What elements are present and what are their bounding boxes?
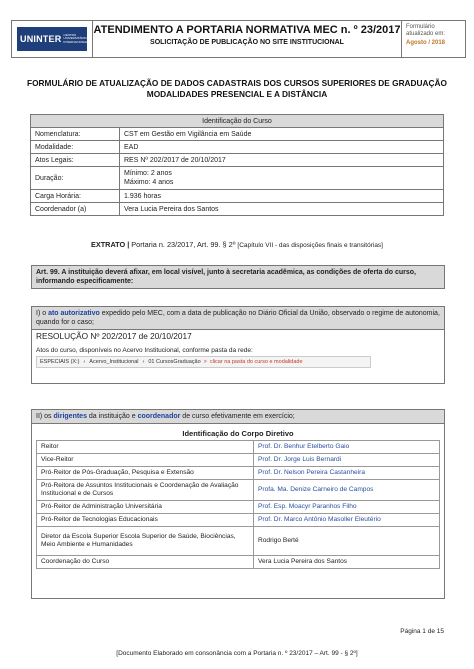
section-act-rest: expedido pelo MEC, com a data de publicação no Diário Oficial da União, observado o regime de autonomia, quando for o caso; xyxy=(36,310,440,326)
name-cell: Prof. Dr. Marco Antônio Masoller Eleutério xyxy=(254,514,440,527)
row-label: Modalidade: xyxy=(31,141,120,154)
course-table-heading: Identificação do Curso xyxy=(31,115,444,128)
table-row xyxy=(31,141,444,154)
table-row xyxy=(31,167,444,190)
row-value: RES Nº 202/2017 de 20/10/2017 xyxy=(120,154,444,167)
section-act-prefix: I) o xyxy=(36,310,49,317)
name-cell: Prof. Dr. Jorge Luis Bernardi xyxy=(254,454,440,467)
table-row xyxy=(37,467,440,480)
table-row xyxy=(31,128,444,141)
course-table xyxy=(30,114,444,216)
role-cell: Coordenação do Curso xyxy=(37,556,254,569)
duration-min: Mínimo: 2 anos xyxy=(124,170,172,177)
role-cell: Pró-Reitora de Assuntos Institucionais e Coordenação de Avaliação Institucional e de Cursos xyxy=(37,480,254,501)
role-cell: Pró-Reitor de Administração Universitária xyxy=(37,501,254,514)
section-directors-heading xyxy=(32,410,444,424)
art99-box xyxy=(31,265,445,289)
page-number: Página 1 de 15 xyxy=(400,628,444,635)
section-directors-rest: de curso efetivamente em exercício; xyxy=(180,413,295,420)
uninter-logo xyxy=(17,27,87,51)
role-cell: Diretor da Escola Superior Escola Superior de Saúde, Biociências, Meio Ambiente e Humanidades xyxy=(37,527,254,556)
logo-subtext: CENTRO UNIVERSITÁRIO INTERNACIONAL xyxy=(63,32,88,44)
table-row xyxy=(31,203,444,216)
footer-note: [Documento Elaborado em consonância com a Portaria n. º 23/2017 – Art. 99 - § 2º] xyxy=(116,650,358,657)
table-row xyxy=(37,480,440,501)
network-path xyxy=(36,356,371,368)
path-segment: Acervo_Institucional xyxy=(89,359,139,365)
section-directors-mid: da instituição e xyxy=(86,413,138,420)
table-row xyxy=(37,441,440,454)
table-row xyxy=(31,154,444,167)
header-subtitle: SOLICITAÇÃO DE PUBLICAÇÃO NO SITE INSTITUCIONAL xyxy=(150,39,344,46)
extrato-label: EXTRATO | xyxy=(90,240,130,249)
row-label: Coordenador (a) xyxy=(31,203,120,216)
directors-table xyxy=(36,440,440,569)
name-cell: Vera Lucia Pereira dos Santos xyxy=(254,556,440,569)
logo-cell xyxy=(12,21,93,57)
header-title: ATENDIMENTO A PORTARIA NORMATIVA MEC n. º 23/2017 xyxy=(93,24,401,36)
row-value xyxy=(120,167,444,190)
art99-text: Art. 99. A instituição deverá afixar, em local visível, junto à secretaria acadêmica, as condições de oferta do curso, informando especificamente: xyxy=(36,269,416,285)
header-update-cell xyxy=(402,21,465,57)
table-row xyxy=(37,514,440,527)
name-cell: Prof. Dr. Nelson Pereira Castanheira xyxy=(254,467,440,480)
row-label: Carga Horária: xyxy=(31,190,120,203)
row-value: Vera Lucia Pereira dos Santos xyxy=(120,203,444,216)
name-cell: Prof. Esp. Moacyr Paranhos Filho xyxy=(254,501,440,514)
name-cell: Profa. Ma. Denize Carneiro de Campos xyxy=(254,480,440,501)
role-cell: Vice-Reitor xyxy=(37,454,254,467)
form-title: FORMULÁRIO DE ATUALIZAÇÃO DE DADOS CADASTRAIS DOS CURSOS SUPERIORES DE GRADUAÇÃO MODALIDADES PRESENCIAL E A DISTÂNCIA xyxy=(27,78,447,99)
table-row xyxy=(31,190,444,203)
logo-text: UNINTER xyxy=(20,34,62,44)
path-note: clicar na pasta do curso e modalidade xyxy=(209,359,303,365)
header-title-cell xyxy=(93,21,402,57)
folder-text: Atos do curso, disponíveis no Acervo Institucional, conforme pasta da rede: xyxy=(36,347,253,354)
role-cell: Pró-Reitor de Tecnologias Educacionais xyxy=(37,514,254,527)
section-directors-prefix: II) os xyxy=(36,413,54,420)
duration-max: Máximo: 4 anos xyxy=(124,179,174,186)
section-act-heading xyxy=(32,307,444,330)
chevron-right-icon: › xyxy=(142,359,145,365)
update-label: Formulário atualizado em: xyxy=(406,24,446,37)
table-row xyxy=(37,556,440,569)
document-header xyxy=(11,20,466,58)
update-date: Agosto / 2018 xyxy=(406,40,446,46)
row-value: EAD xyxy=(120,141,444,154)
table-row xyxy=(37,527,440,556)
resolution-text: RESOLUÇÃO Nº 202/2017 de 20/10/2017 xyxy=(36,331,192,341)
name-cell: Prof. Dr. Benhur Etelberto Gaio xyxy=(254,441,440,454)
directors-bold: dirigentes xyxy=(53,413,87,420)
section-act xyxy=(31,306,445,384)
role-cell: Reitor xyxy=(37,441,254,454)
section-act-bold: ato autorizativo xyxy=(48,310,100,317)
path-segment: ESPECIAIS (X:) xyxy=(40,359,80,365)
row-label: Atos Legais: xyxy=(31,154,120,167)
path-segment: 01 CursosGraduação xyxy=(148,359,201,365)
chevron-right-icon: › xyxy=(83,359,86,365)
extrato-line xyxy=(20,240,454,249)
extrato-note: [Capítulo VII - das disposições finais e transitórias] xyxy=(237,242,383,249)
role-cell: Pró-Reitor de Pós-Graduação, Pesquisa e Extensão xyxy=(37,467,254,480)
arrow-right-icon: > xyxy=(203,359,207,365)
row-label: Nomenclatura: xyxy=(31,128,120,141)
table-row xyxy=(37,454,440,467)
row-value: CST em Gestão em Vigilância em Saúde xyxy=(120,128,444,141)
row-label: Duração: xyxy=(31,167,120,190)
coordinator-bold: coordenador xyxy=(137,413,181,420)
table-row xyxy=(37,501,440,514)
name-cell: Rodrigo Berté xyxy=(254,527,440,556)
extrato-text: Portaria n. 23/2017, Art. 99. § 2º xyxy=(129,240,238,249)
row-value: 1.936 horas xyxy=(120,190,444,203)
directors-table-heading: Identificação do Corpo Diretivo xyxy=(182,429,294,438)
section-directors xyxy=(31,409,445,599)
